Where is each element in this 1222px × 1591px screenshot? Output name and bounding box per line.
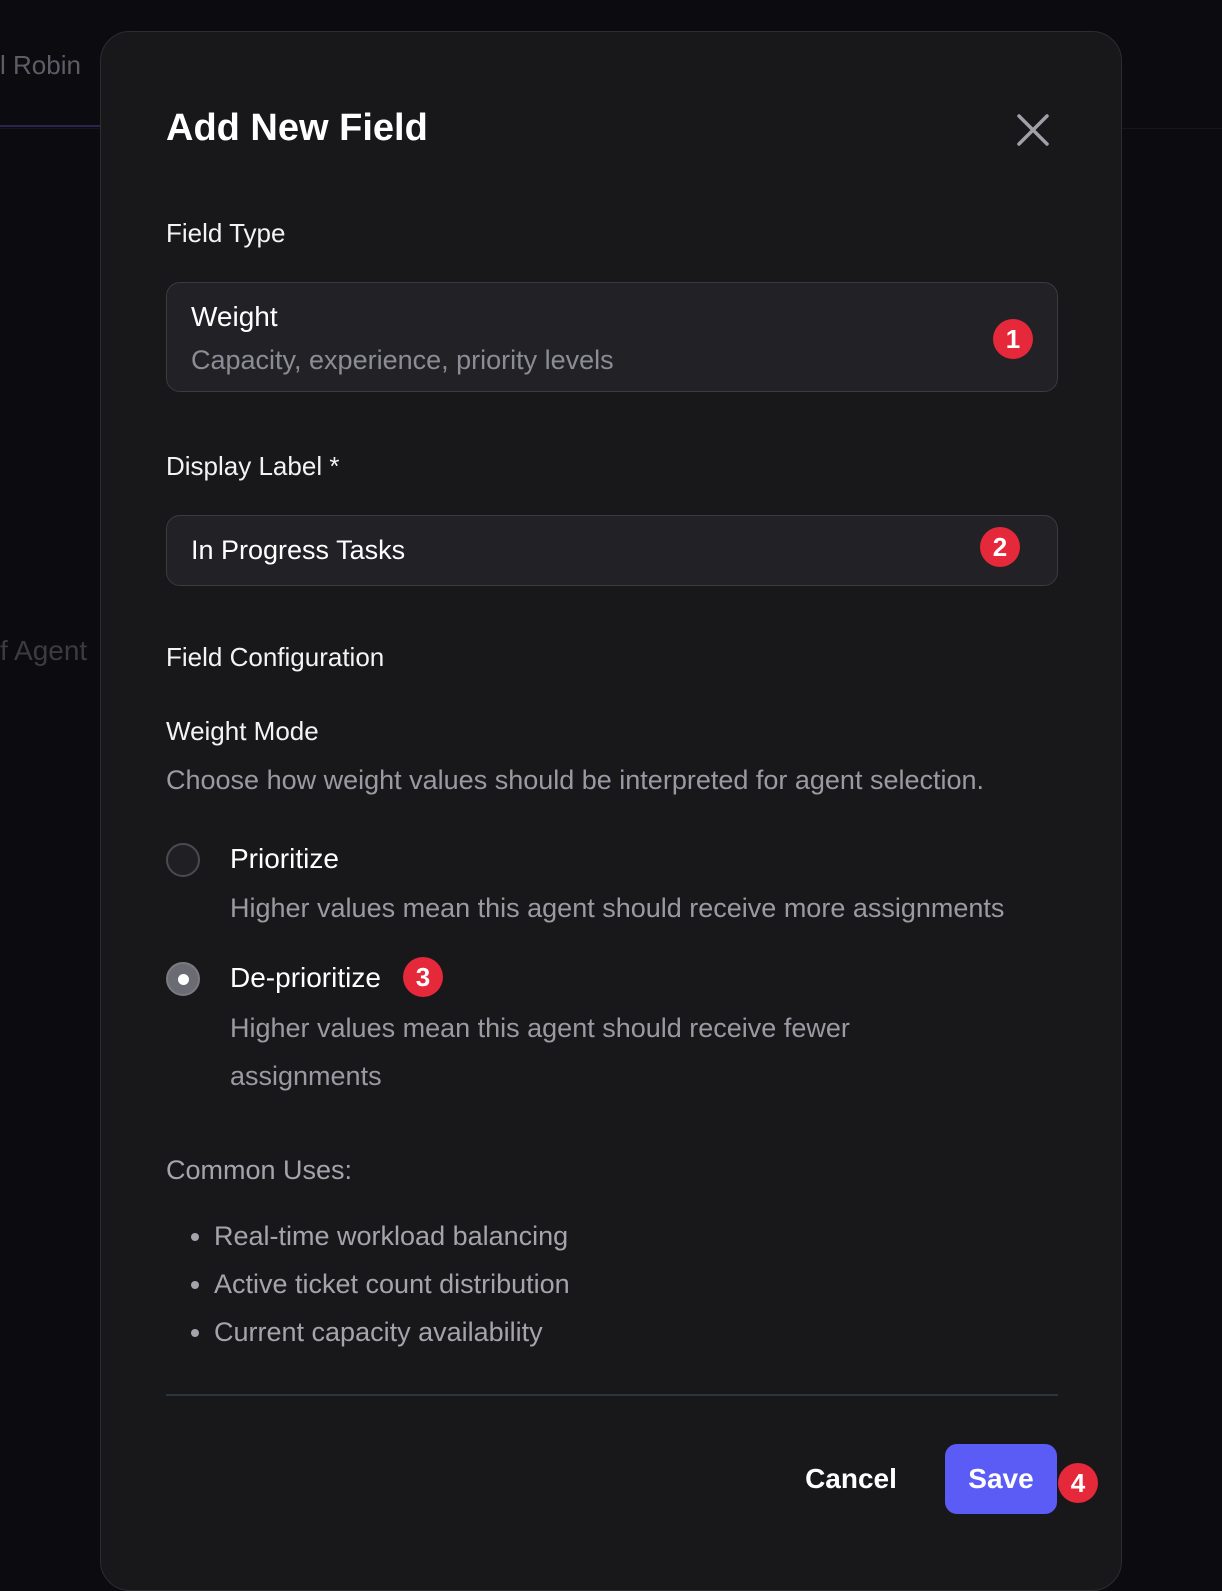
footer-divider: [166, 1394, 1058, 1396]
field-type-label: Field Type: [166, 218, 286, 248]
annotation-badge: 2: [980, 527, 1020, 567]
field-configuration-heading: Field Configuration: [166, 642, 385, 672]
radio-deprioritize[interactable]: [166, 962, 200, 996]
option-prioritize-description: Higher values mean this agent should receive more assignments: [230, 893, 1005, 923]
option-deprioritize-label[interactable]: De-prioritize: [230, 962, 381, 993]
annotation-badge: 3: [403, 957, 443, 997]
weight-mode-description: Choose how weight values should be interpreted for agent selection.: [166, 765, 985, 795]
common-uses-label: Common Uses:: [166, 1155, 353, 1185]
field-type-value: Weight: [191, 301, 278, 332]
background-tab-label: l Robin: [0, 50, 81, 80]
display-label-value: In Progress Tasks: [191, 535, 406, 565]
save-button[interactable]: Save: [945, 1444, 1057, 1514]
cancel-button[interactable]: Cancel: [791, 1444, 911, 1514]
background-tab-underline: [0, 125, 100, 127]
field-type-select[interactable]: [166, 282, 1058, 392]
modal-title: Add New Field: [166, 107, 428, 149]
list-item: • Real-time workload balancing: [214, 1212, 570, 1260]
option-prioritize-label[interactable]: Prioritize: [230, 843, 339, 874]
annotation-badge: 1: [993, 319, 1033, 359]
background-agent-label: f Agent: [0, 635, 88, 666]
annotation-badge: 4: [1058, 1463, 1098, 1503]
option-deprioritize-description: Higher values mean this agent should receive fewer assignments: [230, 1013, 850, 1091]
display-label-input[interactable]: [166, 515, 1058, 586]
field-type-description: Capacity, experience, priority levels: [191, 345, 614, 375]
radio-prioritize[interactable]: [166, 843, 200, 877]
common-uses-list: [214, 1212, 570, 1356]
add-field-modal: [100, 31, 1122, 1591]
weight-mode-label: Weight Mode: [166, 716, 319, 746]
display-label-label: Display Label *: [166, 451, 340, 481]
close-icon[interactable]: [1013, 110, 1053, 150]
list-item: • Active ticket count distribution: [214, 1260, 570, 1308]
list-item: • Current capacity availability: [214, 1308, 570, 1356]
